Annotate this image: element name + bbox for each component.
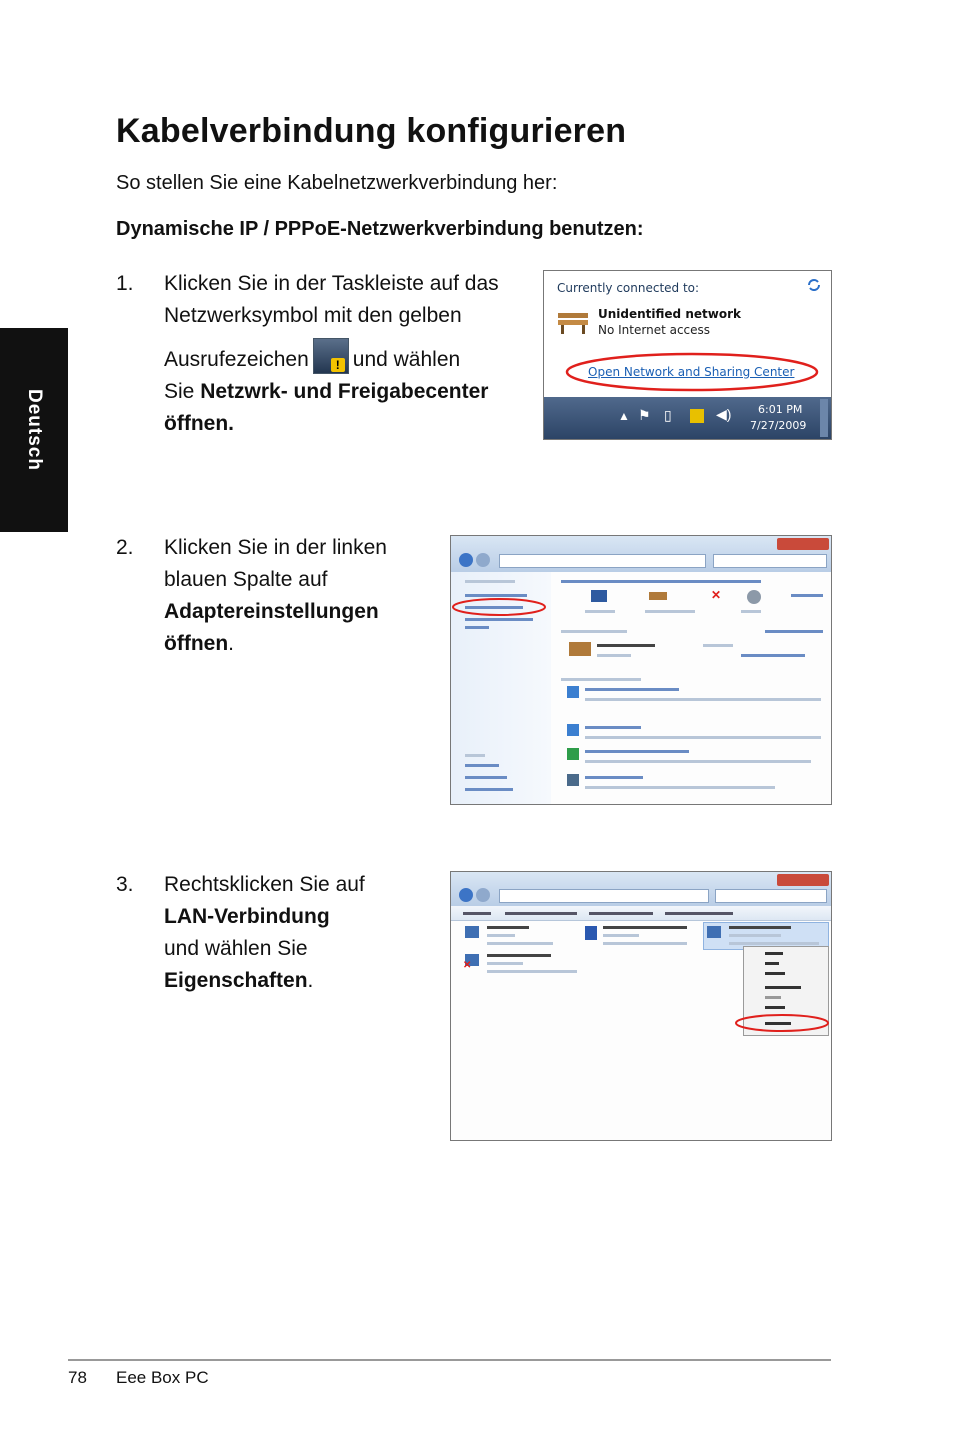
task-link[interactable] [585, 776, 643, 779]
step-1 [116, 268, 536, 438]
screenshot-network-popup [543, 270, 832, 440]
window-controls[interactable] [777, 874, 829, 886]
no-connection-x-icon: ✕ [711, 588, 722, 602]
footer-rule [68, 1359, 831, 1361]
network-adapter-icon [707, 926, 721, 938]
task-link[interactable] [585, 726, 641, 729]
step-text: und wählen [352, 348, 461, 371]
disabled-x-icon: ✕ [463, 960, 472, 971]
bluetooth-icon [585, 926, 597, 940]
left-pane-link[interactable] [465, 788, 513, 791]
subheading: Dynamische IP / PPPoE-Netzwerkverbindung benutzen: [116, 218, 644, 240]
settings-icon [567, 686, 579, 698]
left-pane-link[interactable] [465, 776, 507, 779]
step-text: Klicken Sie in der linken [164, 536, 387, 559]
task-desc [585, 786, 775, 789]
network-name: Unidentified network [598, 307, 741, 321]
adapter-device [487, 942, 553, 945]
command-button[interactable] [505, 912, 577, 915]
screenshot-network-connections [450, 871, 832, 1141]
step-number: 3. [116, 873, 134, 896]
volume-icon[interactable]: ◀) [716, 406, 732, 422]
highlight-circle [451, 596, 551, 618]
step-number: 2. [116, 536, 134, 559]
adapter-name [487, 926, 529, 929]
menu-item[interactable] [765, 952, 783, 955]
command-button[interactable] [665, 912, 733, 915]
adapter-name [487, 954, 551, 957]
step-number: 1. [116, 272, 134, 295]
menu-item[interactable] [765, 986, 801, 989]
menu-item[interactable] [765, 972, 785, 975]
adapter-name [729, 926, 791, 929]
step-text: und wählen Sie [164, 937, 308, 960]
see-also-label [465, 754, 485, 757]
left-pane-link[interactable] [465, 626, 489, 629]
connect-disconnect-link[interactable] [765, 630, 823, 633]
settings-icon [567, 774, 579, 786]
adapter-device [487, 970, 577, 973]
show-hidden-icons-icon[interactable]: ▲ [618, 409, 630, 423]
left-pane-link[interactable] [465, 764, 499, 767]
search-box[interactable] [713, 554, 827, 568]
network-warning-tray-icon[interactable] [690, 409, 704, 423]
access-type-text [703, 644, 733, 647]
adapter-status [487, 962, 523, 965]
task-desc [585, 760, 811, 763]
highlight-circle [733, 1012, 831, 1034]
map-label [645, 610, 695, 613]
address-bar[interactable] [499, 554, 706, 568]
computer-icon [591, 590, 607, 602]
step-2 [116, 532, 426, 672]
menu-item[interactable] [765, 996, 781, 999]
command-button[interactable] [463, 912, 491, 915]
clock-date[interactable]: 7/27/2009 [750, 419, 807, 432]
network-name-text [597, 644, 655, 647]
taskbar [544, 397, 831, 439]
map-label [585, 610, 615, 613]
menu-item[interactable] [765, 962, 779, 965]
clock-time[interactable]: 6:01 PM [758, 403, 803, 416]
settings-icon [567, 748, 579, 760]
refresh-icon [806, 277, 822, 293]
step-text: Netzwerksymbol mit den gelben [164, 304, 462, 327]
step-text-bold: öffnen [164, 632, 229, 655]
map-label [741, 610, 761, 613]
network-type-text [597, 654, 631, 657]
network-warning-icon [313, 338, 349, 374]
step-text-bold: LAN-Verbindung [164, 905, 330, 928]
task-desc [585, 698, 821, 701]
step-text-bold: öffnen. [164, 412, 234, 435]
see-full-map-link[interactable] [791, 594, 823, 597]
step-text-bold: Eigenschaften [164, 969, 308, 992]
search-box[interactable] [715, 889, 827, 903]
intro-text: So stellen Sie eine Kabelnetzwerkverbindung her: [116, 172, 558, 194]
nav-back-button[interactable] [459, 888, 473, 902]
language-label: Deutsch [24, 389, 45, 471]
adapter-status [487, 934, 515, 937]
bench-network-icon [556, 307, 590, 335]
nav-forward-button[interactable] [476, 888, 490, 902]
bench-network-icon [649, 592, 667, 600]
bench-network-icon [569, 642, 591, 656]
adapter-device [729, 942, 819, 945]
step-text: Ausrufezeichen [164, 348, 309, 371]
flag-icon[interactable]: ⚑ [638, 407, 651, 423]
task-link[interactable] [585, 750, 689, 753]
nav-back-button[interactable] [459, 553, 473, 567]
command-button[interactable] [589, 912, 653, 915]
internet-globe-icon [747, 590, 761, 604]
step-3 [116, 869, 426, 1009]
local-area-connection-link[interactable] [741, 654, 805, 657]
settings-icon [567, 724, 579, 736]
heading-bar [561, 580, 761, 583]
network-adapter-icon [465, 926, 479, 938]
step-text: blauen Spalte auf [164, 568, 328, 591]
step-text: Klicken Sie in der Taskleiste auf das [164, 272, 499, 295]
menu-item[interactable] [765, 1006, 785, 1009]
page-title: Kabelverbindung konfigurieren [116, 112, 627, 150]
step-text: . [307, 969, 314, 992]
step-text-bold: Adaptereinstellungen [164, 600, 379, 623]
page-number: 78 [68, 1368, 87, 1387]
adapter-status [729, 934, 781, 937]
step-text: Sie [164, 380, 195, 403]
nav-forward-button[interactable] [476, 553, 490, 567]
adapter-name [603, 926, 687, 929]
left-pane-link[interactable] [465, 618, 533, 621]
screenshot-network-sharing-center [450, 535, 832, 805]
currently-connected-label: Currently connected to: [557, 281, 700, 295]
task-link[interactable] [585, 688, 679, 691]
adapter-device [603, 942, 687, 945]
window-controls[interactable] [777, 538, 829, 550]
step-text: . [228, 632, 234, 655]
device-icon[interactable]: ▯ [664, 407, 672, 423]
left-pane-link[interactable] [465, 580, 515, 583]
product-name: Eee Box PC [116, 1368, 209, 1387]
adapter-status [603, 934, 639, 937]
internet-access-status: No Internet access [598, 323, 711, 337]
step-text: Rechtsklicken Sie auf [164, 873, 365, 896]
step-text-bold: Netzwrk- und Freigabecenter [200, 380, 489, 403]
section-heading [561, 630, 627, 633]
open-network-sharing-center-link[interactable]: Open Network and Sharing Center [588, 365, 795, 379]
section-heading [561, 678, 641, 681]
show-desktop-button[interactable] [820, 399, 828, 437]
address-bar[interactable] [499, 889, 709, 903]
task-desc [585, 736, 821, 739]
highlight-circle [564, 351, 820, 393]
language-side-tab [0, 328, 68, 532]
